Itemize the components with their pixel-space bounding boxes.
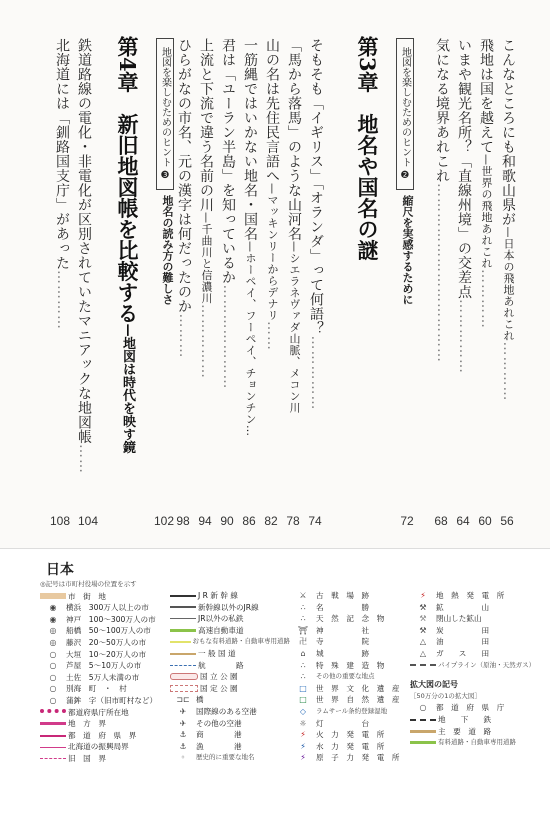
toc-entry[interactable] xyxy=(240,38,260,508)
toc-entry[interactable]: 鉄道路線の電化・非電化が区別されていたマニアックな地図帳…… xyxy=(76,38,92,474)
legend-column-4 xyxy=(410,590,540,749)
legend-row: ○ 別海 町 ・ 村 xyxy=(40,683,160,695)
toc-entry[interactable]: 上流と下流で違う名前の川—千曲川と信濃川…………… xyxy=(198,38,214,379)
toc-entry[interactable]: 山の名は先住民言語へ—マッキンリーからデナリ…… xyxy=(264,38,280,351)
toc-title: こんなところにも和歌山県が xyxy=(500,38,516,227)
toc-entry[interactable]: 気になる境界あれこれ……………………………… xyxy=(434,38,450,363)
international-airport-icon: ✈ xyxy=(179,706,187,716)
legend-row: 地 下 鉄 xyxy=(410,714,540,726)
legend-row: ○ 大垣 10〜20万人の市 xyxy=(40,649,160,661)
legend-row: 一 般 国 道 xyxy=(170,648,290,660)
city-symbol-icon: ○ xyxy=(49,672,57,682)
page-number: 68 xyxy=(434,514,448,528)
legend-row: ✈ 国際線のある空港 xyxy=(170,706,290,718)
hint-box-2: 地図を楽しむためのヒント ❷ xyxy=(396,38,414,190)
hydro-power-plant-icon: ⚡ xyxy=(300,741,306,751)
legend-row: 北海道の振興局界 xyxy=(40,741,160,753)
legend-row: ⚓ 漁 港 xyxy=(170,741,290,753)
legend-row: ◎ 船橋 50〜100万人の市 xyxy=(40,625,160,637)
legend-row: 卍 寺 院 xyxy=(290,636,410,648)
geothermal-plant-icon: ⚡ xyxy=(420,591,426,600)
chapter-subtitle: —地図は時代を映す鏡 xyxy=(120,323,135,454)
city-symbol-icon: ○ xyxy=(49,649,57,659)
city-symbol-icon: ○ xyxy=(49,661,57,671)
legend-column-3 xyxy=(290,590,410,764)
city-symbol-icon: ◎ xyxy=(49,637,57,647)
legend-row: おもな有料道路・自動車専用道路 xyxy=(170,636,290,648)
hokkaido-border-line xyxy=(40,747,66,748)
toll-road-line xyxy=(170,641,191,643)
page-number: 98 xyxy=(176,514,190,528)
legend-row: 旧 国 界 xyxy=(40,753,160,765)
subway-line xyxy=(410,719,436,721)
legend-row: 国 定 公 園 xyxy=(170,683,290,695)
shrine-icon: ⛩ xyxy=(297,625,309,635)
legend-row: ∴ 名 勝 xyxy=(290,602,410,614)
legend-row: □ 世 界 自 然 遺 産 xyxy=(290,694,410,706)
urban-area-swatch xyxy=(40,593,66,599)
legend-row: □ 世 界 文 化 遺 産 xyxy=(290,683,410,695)
legend-row: 都 道 府 県 界 xyxy=(40,730,160,742)
toc-title: 鉄道路線の電化・非電化が区別されていたマニアックな地図帳 xyxy=(76,38,92,444)
chapter-number: 第3章 xyxy=(355,36,380,93)
legend-row: ⛩ 神 社 xyxy=(290,625,410,637)
toc-title: 飛地は国を越えて xyxy=(478,38,494,154)
page-number: 64 xyxy=(456,514,470,528)
toc-title: 上流と下流で違う名前の川 xyxy=(198,38,214,212)
legend-row: ○ 都 道 府 県 庁 xyxy=(410,702,540,714)
prefectural-office-icon: ○ xyxy=(419,703,427,713)
bridge-icon: ⊐⊏ xyxy=(176,695,190,705)
legend-row: ⚡ 原 子 力 発 電 所 xyxy=(290,752,410,764)
page-number: 102 xyxy=(153,514,175,528)
legend-note: ◎記号は市町村役場の位置を示す xyxy=(40,580,137,588)
page-number: 82 xyxy=(264,514,278,528)
page-number: 90 xyxy=(220,514,234,528)
closed-mine-icon: ⚒ xyxy=(419,614,427,624)
prefecture-border-line xyxy=(40,735,66,737)
page-number: 72 xyxy=(400,514,414,528)
legend-row: ✈ その他の空港 xyxy=(170,718,290,730)
legend-row: 地 方 界 xyxy=(40,718,160,730)
important-point-icon: ∴ xyxy=(300,672,306,682)
battlefield-icon: ⚔ xyxy=(299,591,307,600)
legend-row: ⚒ 鉱 山 xyxy=(410,602,540,614)
hint-title-3[interactable]: 地名の読み方の難しさ xyxy=(161,195,174,305)
chapter-4-heading xyxy=(112,36,142,516)
city-symbol-icon: ◉ xyxy=(49,603,57,613)
jr-line xyxy=(170,606,196,608)
legend-row: ⚔ 古 戦 場 跡 xyxy=(290,590,410,602)
legend-row: ⚒ 炭 田 xyxy=(410,625,540,637)
sea-route-line xyxy=(170,665,196,666)
toc-title: 「馬から落馬」のような山河名 xyxy=(286,38,302,241)
legend-row: 都道府県庁所在地 xyxy=(40,707,160,719)
toc-entry[interactable]: そもそも「イギリス」「オランダ」って何語？…………… xyxy=(308,38,324,411)
enlarged-map-legend-title: 拡大図の記号 xyxy=(410,680,458,690)
legend-row: ◉ 神戸 100〜300万人の市 xyxy=(40,614,160,626)
page-number: 86 xyxy=(242,514,256,528)
chapter-title: 地名や国名の謎 xyxy=(355,113,380,261)
toc-entry[interactable]: こんなところにも和歌山県が—日本の飛地あれこれ………… xyxy=(500,38,516,402)
chapter-title: 新旧地図帳を比較する xyxy=(115,113,140,324)
legend-row: J R 新 幹 線 xyxy=(170,590,290,602)
toll-expressway-line xyxy=(410,741,436,744)
city-symbol-icon: ◎ xyxy=(49,626,57,636)
toc-title: 山の名は先住民言語へ xyxy=(264,38,280,183)
toc-entry[interactable]: ひらがなの市名、元の漢字は何だったのか……… xyxy=(176,38,192,359)
page-number: 108 xyxy=(49,514,71,528)
legend-row: ⚡ 水 力 発 電 所 xyxy=(290,741,410,753)
commercial-port-icon: ⚓ xyxy=(179,730,187,740)
thermal-power-plant-icon: ⚡ xyxy=(300,730,306,740)
hint-box-3: 地図を楽しむためのヒント ❸ xyxy=(156,38,174,190)
toc-title: 一筋縄ではいかない地名・国名 xyxy=(242,38,258,241)
legend-row: 市 街 地 xyxy=(40,591,160,603)
world-cultural-heritage-icon: □ xyxy=(299,683,307,693)
scenic-spot-icon: ∴ xyxy=(300,602,306,612)
national-road-line xyxy=(170,653,196,655)
chapter-3-heading xyxy=(352,36,382,516)
legend-row: ⊐⊏ 橋 xyxy=(170,694,290,706)
ramsar-wetland-icon: ◇ xyxy=(299,706,307,716)
toc-entry[interactable]: 飛地は国を越えて—世界の飛地あれこれ………… xyxy=(478,38,494,329)
page-number: 78 xyxy=(286,514,300,528)
legend-row: ○ 芦屋 5〜10万人の市 xyxy=(40,660,160,672)
shinkansen-line xyxy=(170,595,196,597)
toc-subtitle: —日本の飛地あれこれ xyxy=(502,226,515,342)
legend-row: △ 油 田 xyxy=(410,636,540,648)
quasi-national-park-swatch xyxy=(170,685,198,692)
page-number: 56 xyxy=(500,514,514,528)
legend-column-1 xyxy=(40,579,160,765)
toc-entry[interactable]: 北海道には「釧路国支庁」があった………… xyxy=(54,38,70,330)
city-symbol-icon: ◉ xyxy=(49,614,57,624)
main-road-line xyxy=(410,730,436,733)
legend-row: 高速自動車道 xyxy=(170,625,290,637)
lighthouse-icon: ☼ xyxy=(299,718,307,728)
chapter-number: 第4章 xyxy=(115,36,140,93)
legend-row: ◇ ラムサール条約登録湿地 xyxy=(290,706,410,718)
toc-title: 君は「ユーラン半島」を知っているか xyxy=(220,38,236,285)
legend-row: 主 要 道 路 xyxy=(410,726,540,738)
legend-row: ◉ 横浜 300万人以上の市 xyxy=(40,602,160,614)
mine-icon: ⚒ xyxy=(419,602,427,612)
private-rail-line xyxy=(170,618,196,619)
world-natural-heritage-icon: □ xyxy=(299,695,307,705)
enlarged-map-legend-note: ［50万分の1の拡大図］ xyxy=(410,691,481,700)
legend-row: ⚡ 地 熱 発 電 所 xyxy=(410,590,540,602)
page-number: 60 xyxy=(478,514,492,528)
map-legend xyxy=(0,548,550,817)
toc-title: ひらがなの市名、元の漢字は何だったのか xyxy=(176,38,192,314)
toc-entry[interactable] xyxy=(284,38,304,508)
legend-row: △ ガ ス 田 xyxy=(410,648,540,660)
national-park-swatch xyxy=(170,673,198,680)
toc-subtitle: —シエラネヴァダ山脈、メコン川 xyxy=(288,241,301,414)
legend-row: ◦ 歴史的に重要な地名 xyxy=(170,752,290,764)
toc-title: 気になる境界あれこれ xyxy=(434,38,450,183)
prefectural-capital-line xyxy=(40,709,66,716)
oil-field-icon: △ xyxy=(419,637,427,647)
page-number: 94 xyxy=(198,514,212,528)
legend-row: ○ 土佐 5万人未満の市 xyxy=(40,672,160,684)
legend-row: ☼ 灯 台 xyxy=(290,718,410,730)
gas-field-icon: △ xyxy=(419,648,427,658)
toc-subtitle: —世界の飛地あれこれ xyxy=(480,154,493,269)
legend-row: 国 立 公 園 xyxy=(170,671,290,683)
legend-row: 航 路 xyxy=(170,660,290,672)
legend-row: 有料道路・自動車専用道路 xyxy=(410,737,540,749)
expressway-line xyxy=(170,629,196,632)
legend-row: ⚡ 火 力 発 電 所 xyxy=(290,729,410,741)
legend-row: ⚓ 商 港 xyxy=(170,729,290,741)
pipeline-line xyxy=(410,664,436,666)
village-symbol-icon: ○ xyxy=(49,695,57,705)
special-structure-icon: ∴ xyxy=(300,660,306,670)
toc-subtitle: —千曲川と信濃川 xyxy=(200,212,213,304)
legend-row: ∴ 特 殊 建 造 物 xyxy=(290,660,410,672)
toc-title: いまや観光名所？「直線州境」の交差点 xyxy=(456,38,472,299)
toc-subtitle: —マッキンリーからデナリ xyxy=(266,183,279,321)
toc-subtitle: —ホーペイ、フーペイ、チョンチン… xyxy=(244,241,257,437)
town-symbol-icon: ○ xyxy=(49,684,57,694)
legend-row: ∴ 天 然 記 念 物 xyxy=(290,613,410,625)
toc-title: 北海道には「釧路国支庁」があった xyxy=(54,38,70,270)
legend-column-2 xyxy=(170,590,290,764)
legend-row: ⌂ 城 跡 xyxy=(290,648,410,660)
page-number: 74 xyxy=(308,514,322,528)
historic-place-icon: ◦ xyxy=(180,753,186,763)
legend-row: ○ 蒲鉾 字（旧市町村など） xyxy=(40,695,160,707)
legend-row: JR以外の私鉄 xyxy=(170,613,290,625)
legend-row: ◎ 藤沢 20〜50万人の市 xyxy=(40,637,160,649)
toc-entry[interactable]: いまや観光名所？「直線州境」の交差点…………… xyxy=(456,38,472,374)
legend-row: 新幹線以外のJR線 xyxy=(170,602,290,614)
page-number: 104 xyxy=(77,514,99,528)
castle-ruins-icon: ⌂ xyxy=(300,648,306,658)
old-province-border-line xyxy=(40,758,66,759)
toc-entry[interactable]: 君は「ユーラン半島」を知っているか………………… xyxy=(220,38,236,390)
legend-title: 日本 xyxy=(46,562,74,578)
legend-row: ⚒ 閉山した鉱山 xyxy=(410,613,540,625)
fishing-port-icon: ⚓ xyxy=(179,741,187,751)
legend-row: ∴ その他の重要な地点 xyxy=(290,671,410,683)
hint-title-2[interactable]: 縮尺を実感するために xyxy=(401,195,414,305)
legend-row: パイプライン（原油・天然ガス） xyxy=(410,660,540,672)
temple-icon: 卍 xyxy=(299,637,307,647)
nuclear-power-plant-icon: ⚡ xyxy=(300,753,306,763)
toc-title: そもそも「イギリス」「オランダ」って何語？ xyxy=(308,38,324,336)
airport-icon: ✈ xyxy=(179,718,187,728)
region-border-line xyxy=(40,722,66,725)
coal-field-icon: ⚒ xyxy=(419,625,427,635)
natural-monument-icon: ∴ xyxy=(300,614,306,624)
